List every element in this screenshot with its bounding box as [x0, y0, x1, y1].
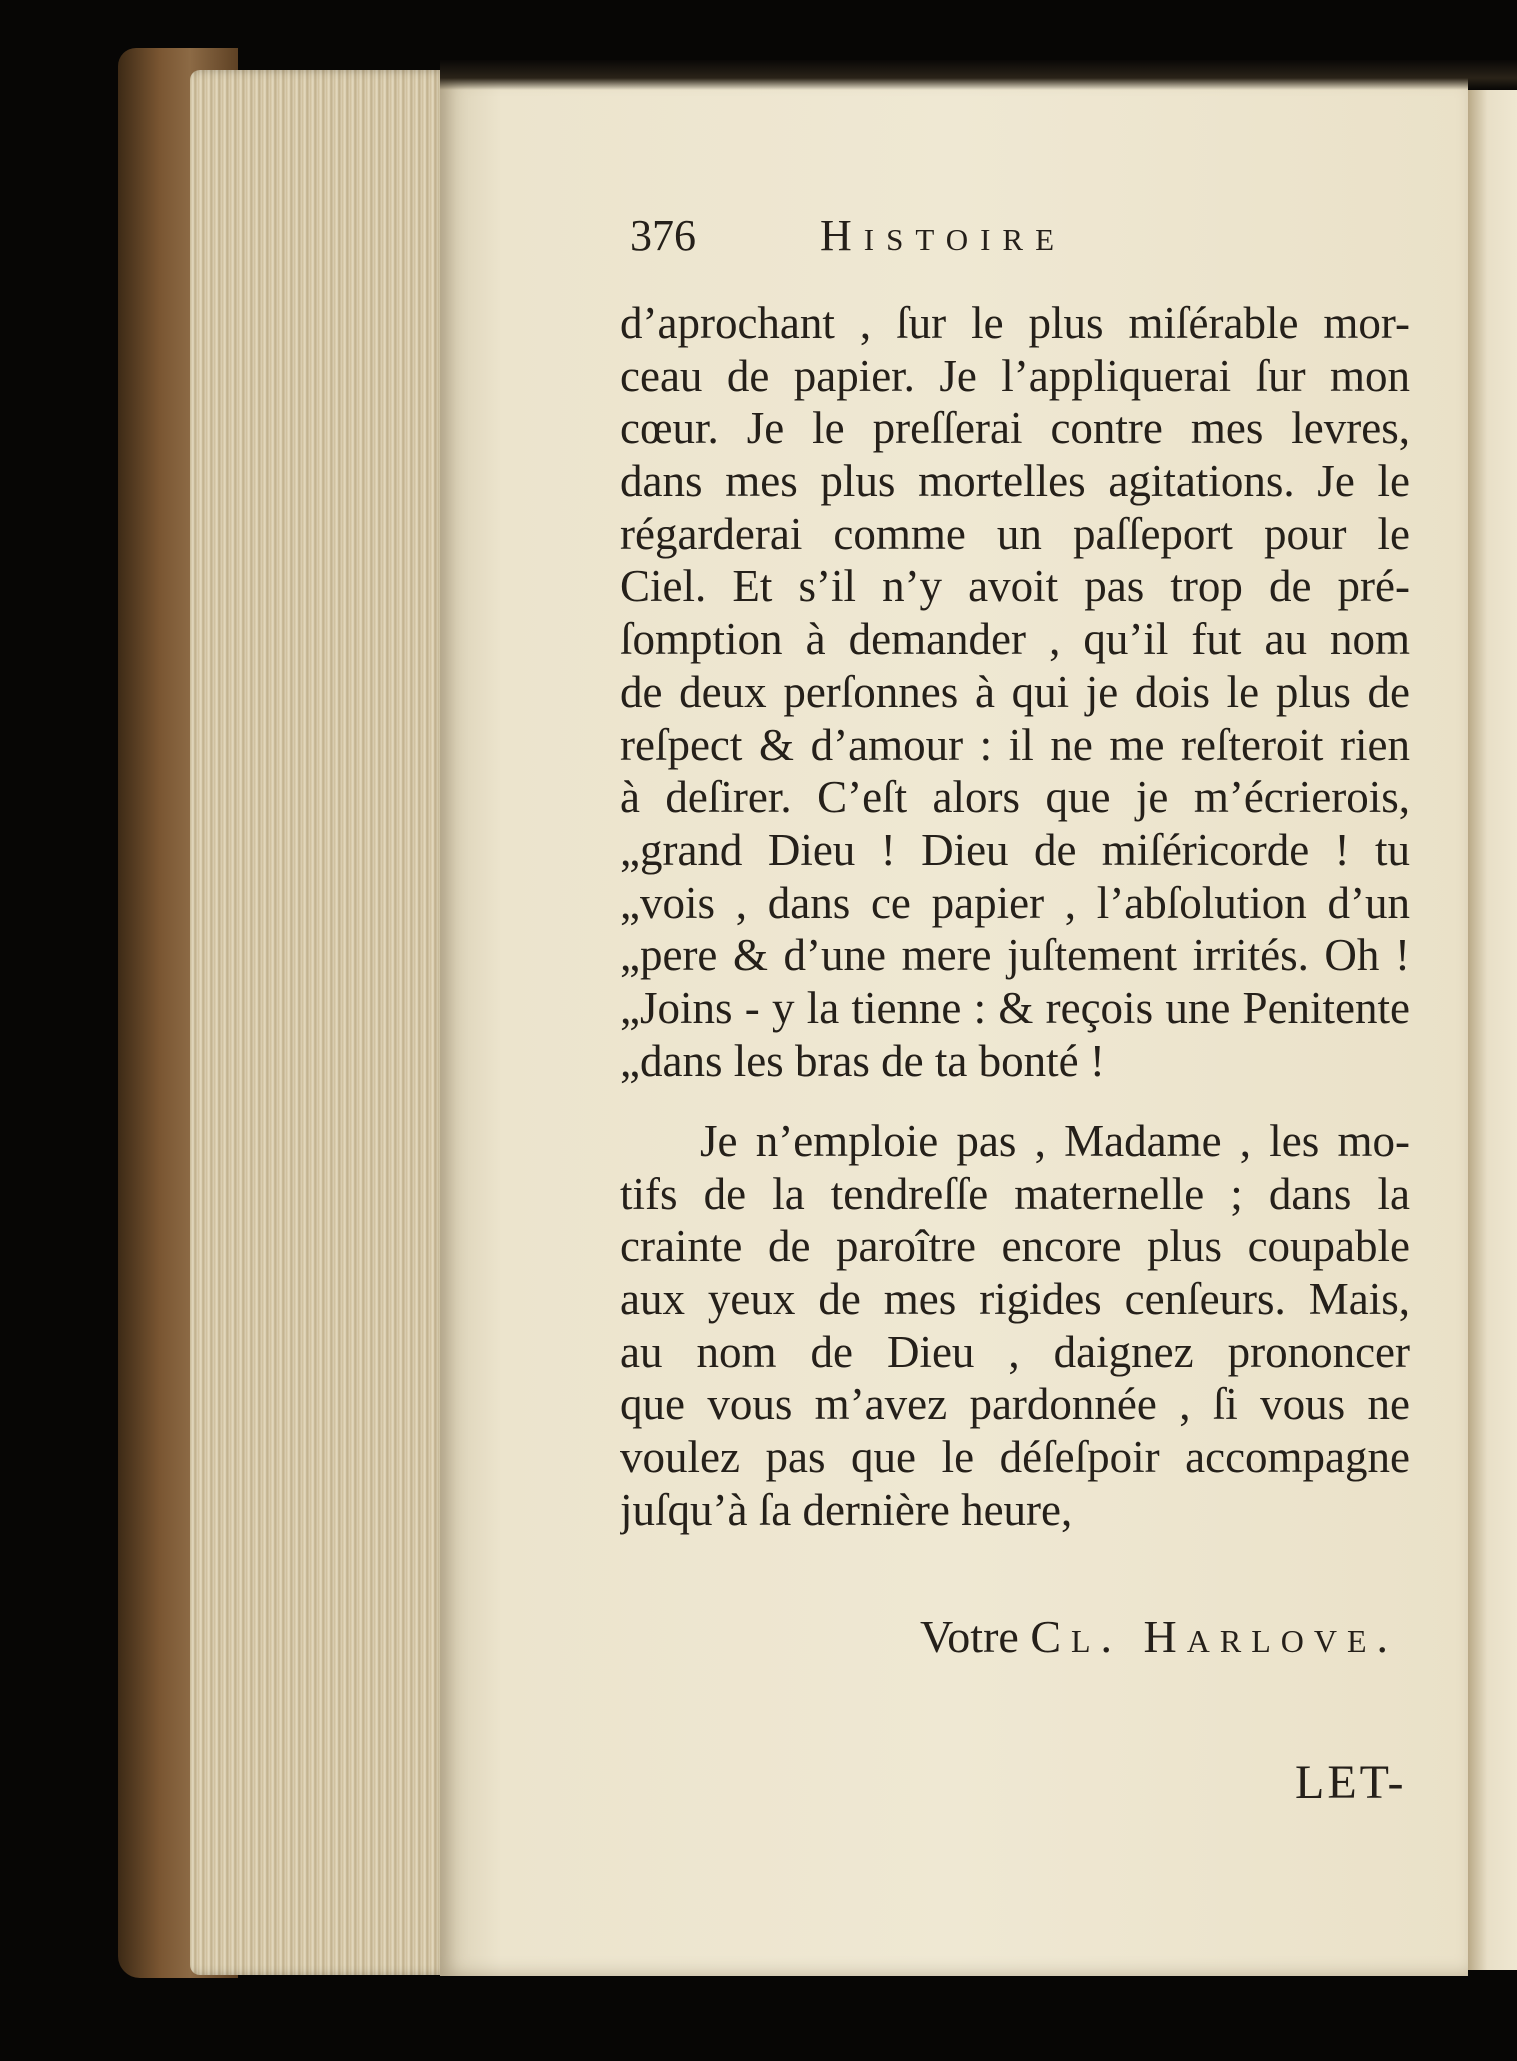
text-line: ceau de papier. Je l’appliquerai ſur mon	[620, 350, 1410, 401]
text-line: „dans les bras de ta bonté !	[620, 1035, 1105, 1086]
text-line: d’aprochant , ſur le plus miſérable mor-	[620, 298, 1410, 348]
text-line: au nom de Dieu , daignez prononcer	[620, 1326, 1410, 1377]
text-line: juſqu’à ſa dernière heure,	[620, 1484, 1073, 1535]
signature	[920, 1610, 1398, 1663]
text-line: de deux perſonnes à qui je dois le plus de	[620, 666, 1410, 717]
text-line: Je n’emploie pas , Madame , les mo-	[700, 1116, 1410, 1166]
paragraph-2	[620, 1115, 1410, 1537]
text-line: dans mes plus mortelles agitations. Je le	[620, 456, 1410, 507]
text-line: reſpect & d’amour : il ne me reſteroit rien	[620, 719, 1410, 770]
text-line: ſomption à demander , qu’il fut au nom	[620, 614, 1410, 665]
paragraph-1	[620, 297, 1410, 1087]
text-line: „Joins - y la tienne : & reçois une Penitente	[620, 982, 1410, 1033]
text-line: „grand Dieu ! Dieu de miſéricorde ! tu	[620, 824, 1410, 875]
text-line: Ciel. Et s’il n’y avoit pas trop de pré-	[620, 561, 1410, 612]
page-number: 376	[630, 211, 696, 260]
top-shadow	[440, 60, 1517, 90]
text-line: à deſirer. C’eſt alors que je m’écrierois,	[620, 772, 1410, 823]
text-line: régarderai comme un paſſeport pour le	[620, 508, 1410, 559]
signature-name: Cl. Harlove.	[1030, 1611, 1399, 1662]
signature-prefix: Votre	[920, 1611, 1019, 1662]
text-line: voulez pas que le déſeſpoir accompagne	[620, 1432, 1410, 1483]
text-line: cœur. Je le preſſerai contre mes levres,	[620, 403, 1410, 454]
text-line: tifs de la tendreſſe maternelle ; dans la	[620, 1168, 1410, 1219]
page-edges	[190, 70, 450, 1975]
text-line: „pere & d’une mere juſtement irrités. Oh !	[620, 930, 1410, 981]
text-line: aux yeux de mes rigides cenſeurs. Mais,	[620, 1274, 1410, 1325]
text-line: „vois , dans ce papier , l’abſolution d’un	[620, 877, 1410, 928]
catchword: LET-	[1295, 1756, 1407, 1809]
facing-page	[1468, 90, 1517, 1970]
text-line: que vous m’avez pardonnée , ſi vous ne	[620, 1379, 1410, 1430]
running-head: Histoire	[820, 211, 1067, 260]
text-line: crainte de paroître encore plus coupable	[620, 1221, 1410, 1272]
